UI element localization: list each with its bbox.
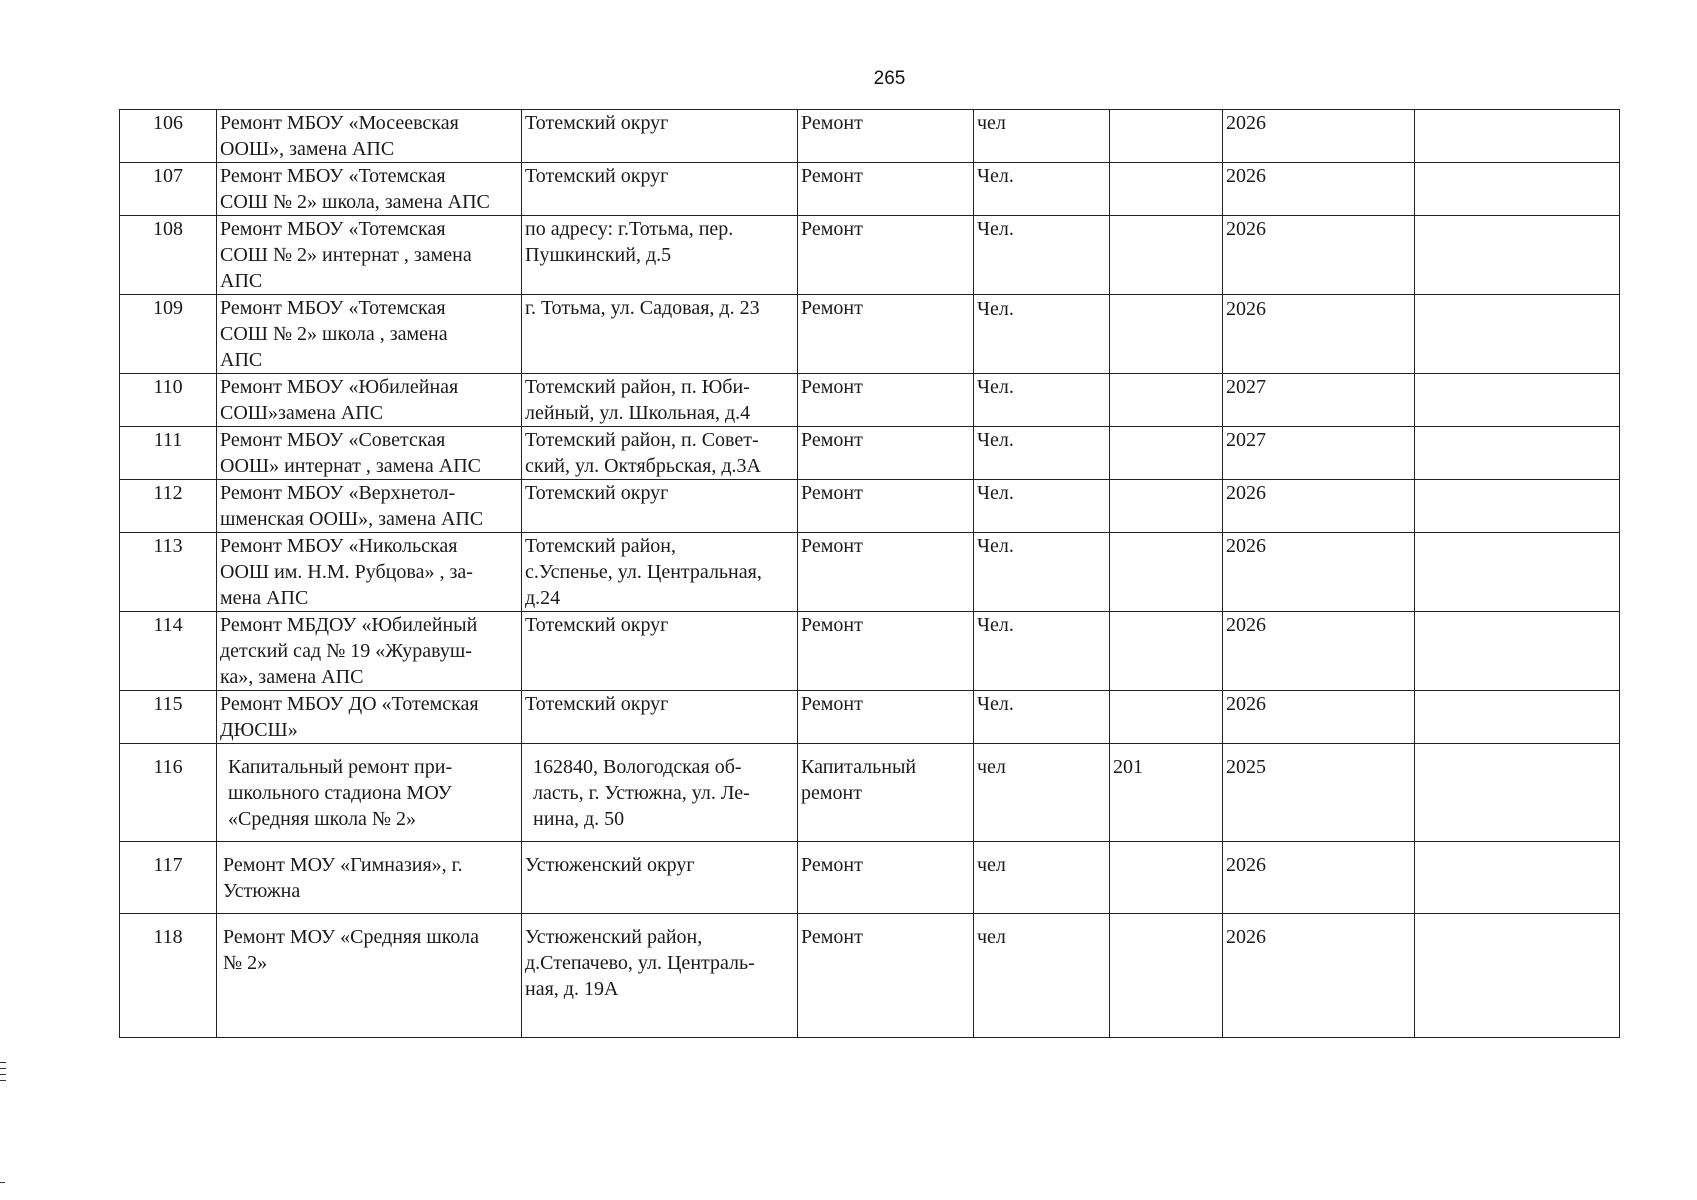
unit: Чел. — [974, 480, 1110, 533]
object-address-line: Тотемский район, — [525, 535, 677, 557]
object-name — [217, 295, 522, 374]
unit: Чел. — [974, 691, 1110, 744]
row-number: 110 — [120, 374, 217, 427]
object-name-line: Ремонт МБОУ «Тотемская — [220, 165, 446, 187]
object-name — [217, 163, 522, 216]
table-row — [120, 374, 1620, 427]
row-number: 114 — [120, 612, 217, 691]
object-name-line: СОШ № 2» школа, замена АПС — [220, 191, 490, 213]
object-address-line: д.Степачево, ул. Централь- — [525, 952, 755, 974]
year: 2026 — [1223, 914, 1415, 1038]
empty-cell — [1415, 480, 1620, 533]
table-row — [120, 612, 1620, 691]
quantity — [1110, 163, 1223, 216]
object-address-line: с.Успенье, ул. Центральная, — [525, 561, 762, 583]
year: 2026 — [1223, 533, 1415, 612]
object-name-line: ООШ» интернат , замена АПС — [220, 455, 482, 477]
year: 2027 — [1223, 427, 1415, 480]
empty-cell — [1415, 914, 1620, 1038]
table-row — [120, 744, 1620, 842]
object-name — [217, 744, 522, 842]
margin-marks — [0, 1062, 6, 1086]
object-address-line: по адресу: г.Тотьма, пер. — [525, 218, 734, 240]
empty-cell — [1415, 110, 1620, 163]
object-name-line: школьного стадиона МОУ — [228, 782, 452, 804]
unit: чел — [974, 744, 1110, 842]
empty-cell — [1415, 216, 1620, 295]
table-row — [120, 914, 1620, 1038]
work-type-line: Ремонт — [801, 693, 863, 715]
table-row — [120, 295, 1620, 374]
unit: Чел. — [974, 374, 1110, 427]
unit: Чел. — [974, 216, 1110, 295]
work-type — [798, 533, 974, 612]
year: 2026 — [1223, 163, 1415, 216]
object-address-line: Устюженский округ — [525, 854, 695, 876]
empty-cell — [1415, 295, 1620, 374]
object-name-line: Ремонт МОУ «Средняя школа — [223, 926, 480, 948]
table-row — [120, 842, 1620, 914]
object-name-line: Ремонт МБОУ «Тотемская — [220, 297, 446, 319]
object-name — [217, 612, 522, 691]
object-name-line: ООШ им. Н.М. Рубцова» , за- — [220, 561, 473, 583]
work-type-line: Ремонт — [801, 165, 863, 187]
quantity — [1110, 110, 1223, 163]
empty-cell — [1415, 533, 1620, 612]
quantity — [1110, 480, 1223, 533]
row-number: 109 — [120, 295, 217, 374]
work-type — [798, 914, 974, 1038]
year: 2026 — [1223, 691, 1415, 744]
margin-tick — [0, 1182, 5, 1183]
object-address — [522, 163, 798, 216]
work-type-line: Ремонт — [801, 926, 863, 948]
work-type — [798, 612, 974, 691]
object-name — [217, 216, 522, 295]
object-address — [522, 295, 798, 374]
object-name-line: СОШ № 2» интернат , замена — [220, 244, 472, 266]
work-type — [798, 374, 974, 427]
object-address-line: Устюженский район, — [525, 926, 703, 948]
object-name-line: Устюжна — [223, 880, 301, 902]
year: 2027 — [1223, 374, 1415, 427]
object-address-line: Тотемский район, п. Юби- — [525, 376, 750, 398]
object-name — [217, 480, 522, 533]
object-name-line: ка», замена АПС — [220, 666, 364, 688]
object-address-line: 162840, Вологодская об- — [533, 756, 742, 778]
row-number: 117 — [120, 842, 217, 914]
quantity — [1110, 612, 1223, 691]
object-name-line: СОШ № 2» школа , замена — [220, 323, 448, 345]
row-number: 107 — [120, 163, 217, 216]
unit: Чел. — [974, 295, 1110, 374]
row-number: 113 — [120, 533, 217, 612]
object-name-line: шменская ООШ», замена АПС — [220, 508, 484, 530]
year: 2026 — [1223, 480, 1415, 533]
object-address-line: Тотемский округ — [525, 165, 669, 187]
object-name — [217, 842, 522, 914]
object-name-line: № 2» — [223, 952, 268, 974]
object-address-line: ная, д. 19А — [525, 978, 619, 1000]
object-address-line: Тотемский округ — [525, 112, 669, 134]
object-address — [522, 480, 798, 533]
object-address-line: г. Тотьма, ул. Садовая, д. 23 — [525, 297, 760, 319]
object-address — [522, 842, 798, 914]
object-name — [217, 533, 522, 612]
empty-cell — [1415, 842, 1620, 914]
unit: Чел. — [974, 427, 1110, 480]
object-name-line: мена АПС — [220, 587, 309, 609]
object-address-line: ский, ул. Октябрьская, д.3А — [525, 455, 761, 477]
table-row — [120, 427, 1620, 480]
work-type — [798, 110, 974, 163]
quantity — [1110, 533, 1223, 612]
work-type-line: Ремонт — [801, 854, 863, 876]
table-row — [120, 480, 1620, 533]
unit: Чел. — [974, 163, 1110, 216]
object-address — [522, 691, 798, 744]
unit: чел — [974, 914, 1110, 1038]
work-type-line: ремонт — [801, 782, 862, 804]
table-row — [120, 533, 1620, 612]
object-name-line: Ремонт МБОУ «Мосеевская — [220, 112, 459, 134]
object-name-line: детский сад № 19 «Журавуш- — [220, 640, 472, 662]
object-name — [217, 691, 522, 744]
object-address — [522, 216, 798, 295]
work-type — [798, 427, 974, 480]
unit: Чел. — [974, 533, 1110, 612]
unit: Чел. — [974, 612, 1110, 691]
object-name-line: Ремонт МБОУ «Никольская — [220, 535, 458, 557]
quantity: 201 — [1110, 744, 1223, 842]
object-address-line: ласть, г. Устюжна, ул. Ле- — [533, 782, 750, 804]
row-number: 115 — [120, 691, 217, 744]
object-name — [217, 427, 522, 480]
object-name-line: Ремонт МОУ «Гимназия», г. — [223, 854, 463, 876]
work-type — [798, 842, 974, 914]
quantity — [1110, 216, 1223, 295]
object-name-line: Капитальный ремонт при- — [228, 756, 453, 778]
year: 2026 — [1223, 216, 1415, 295]
work-type-line: Ремонт — [801, 376, 863, 398]
work-type-line: Ремонт — [801, 614, 863, 636]
work-type — [798, 163, 974, 216]
work-type — [798, 216, 974, 295]
object-name — [217, 914, 522, 1038]
object-name — [217, 110, 522, 163]
object-name-line: СОШ»замена АПС — [220, 402, 384, 424]
object-name-line: Ремонт МБОУ «Юбилейная — [220, 376, 459, 398]
empty-cell — [1415, 163, 1620, 216]
object-name-line: Ремонт МБОУ «Тотемская — [220, 218, 446, 240]
row-number: 111 — [120, 427, 217, 480]
year: 2026 — [1223, 110, 1415, 163]
row-number: 112 — [120, 480, 217, 533]
object-name-line: АПС — [220, 270, 263, 292]
work-type-line: Ремонт — [801, 112, 863, 134]
year: 2025 — [1223, 744, 1415, 842]
row-number: 116 — [120, 744, 217, 842]
object-name-line: АПС — [220, 349, 263, 371]
year: 2026 — [1223, 295, 1415, 374]
unit: чел — [974, 842, 1110, 914]
quantity — [1110, 374, 1223, 427]
object-address-line: Тотемский округ — [525, 693, 669, 715]
work-type-line: Ремонт — [801, 429, 863, 451]
row-number: 106 — [120, 110, 217, 163]
table-row — [120, 163, 1620, 216]
unit: чел — [974, 110, 1110, 163]
object-address — [522, 612, 798, 691]
quantity — [1110, 427, 1223, 480]
object-name-line: Ремонт МБОУ ДО «Тотемская — [220, 693, 479, 715]
work-type — [798, 480, 974, 533]
work-type-line: Ремонт — [801, 482, 863, 504]
object-address — [522, 914, 798, 1038]
work-type — [798, 744, 974, 842]
work-type-line: Капитальный — [801, 756, 917, 778]
object-address-line: Тотемский район, п. Совет- — [525, 429, 759, 451]
object-address — [522, 427, 798, 480]
row-number: 118 — [120, 914, 217, 1038]
object-address-line: Тотемский округ — [525, 482, 669, 504]
year: 2026 — [1223, 842, 1415, 914]
empty-cell — [1415, 612, 1620, 691]
empty-cell — [1415, 744, 1620, 842]
work-type-line: Ремонт — [801, 297, 863, 319]
object-address — [522, 533, 798, 612]
work-type — [798, 691, 974, 744]
object-address-line: Тотемский округ — [525, 614, 669, 636]
year: 2026 — [1223, 612, 1415, 691]
object-name-line: «Средняя школа № 2» — [228, 808, 417, 830]
table-row — [120, 110, 1620, 163]
row-number: 108 — [120, 216, 217, 295]
quantity — [1110, 691, 1223, 744]
object-name-line: ООШ», замена АПС — [220, 138, 395, 160]
object-address-line: Пушкинский, д.5 — [525, 244, 672, 266]
object-name-line: ДЮСШ» — [220, 719, 298, 741]
object-address — [522, 374, 798, 427]
object-address-line: нина, д. 50 — [533, 808, 625, 830]
work-type — [798, 295, 974, 374]
table-row — [120, 216, 1620, 295]
object-address-line: д.24 — [525, 587, 561, 609]
empty-cell — [1415, 691, 1620, 744]
quantity — [1110, 842, 1223, 914]
quantity — [1110, 914, 1223, 1038]
quantity — [1110, 295, 1223, 374]
object-address — [522, 110, 798, 163]
empty-cell — [1415, 374, 1620, 427]
object-name — [217, 374, 522, 427]
object-name-line: Ремонт МБОУ «Верхнетол- — [220, 482, 456, 504]
object-name-line: Ремонт МБОУ «Советская — [220, 429, 446, 451]
work-type-line: Ремонт — [801, 218, 863, 240]
works-table — [119, 109, 1620, 1038]
object-address — [522, 744, 798, 842]
object-name-line: Ремонт МБДОУ «Юбилейный — [220, 614, 478, 636]
object-address-line: лейный, ул. Школьная, д.4 — [525, 402, 751, 424]
empty-cell — [1415, 427, 1620, 480]
table-row — [120, 691, 1620, 744]
work-type-line: Ремонт — [801, 535, 863, 557]
page-number: 265 — [873, 68, 906, 89]
